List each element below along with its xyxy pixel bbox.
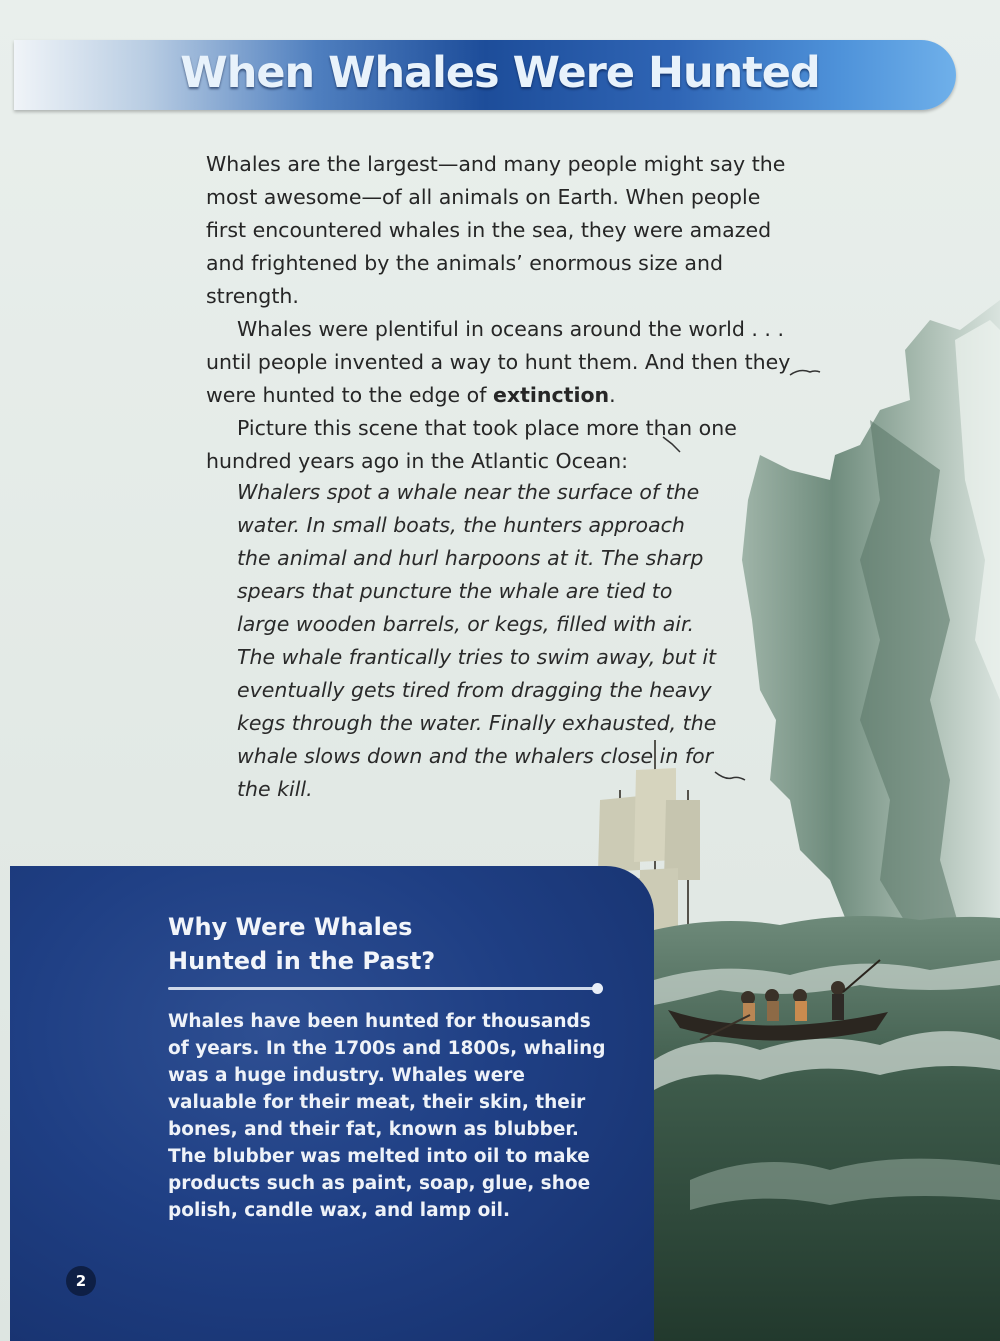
page-number: 2 <box>66 1266 96 1296</box>
paragraph-2-text: Whales were plentiful in oceans around the world . . . until people invented a way to hunt them. And then they were hunted to the edge of <box>206 317 791 407</box>
divider-dot <box>592 983 603 994</box>
sidebar-heading <box>168 910 588 978</box>
paragraph-1: Whales are the largest—and many people might say the most awesome—of all animals on Earth. When people first encountered whales in the sea, they were amazed and frightened by the animals’ enormous size and strength. <box>206 152 786 308</box>
paragraph-2 <box>206 313 806 412</box>
italic-passage: Whalers spot a whale near the surface of the water. In small boats, the hunters approach the animal and hurl harpoons at it. The sharp spears that puncture the whale are tied to large wooden barrels, or kegs, filled with air. The whale frantically tries to swim away, but it eventually gets tired from dragging the heavy kegs through the water. Finally exhausted, the whale slows down and the whalers close in for the kill. <box>237 480 717 801</box>
sidebar-heading-line-1: Why Were Whales <box>168 913 413 941</box>
sidebar-text: Whales have been hunted for thousands of years. In the 1700s and 1800s, whaling was a huge industry. Whales were valuable for their meat, their skin, their bones, and their fat, known as blubber. The blubber was melted into oil to make products such as paint, soap, glue, shoe polish, candle wax, and lamp oil. <box>168 1011 606 1221</box>
body-text <box>206 148 806 478</box>
paragraph-3: Picture this scene that took place more than one hundred years ago in the Atlantic Ocean: <box>206 416 737 473</box>
glossary-term: extinction <box>492 383 610 407</box>
sidebar-divider <box>168 987 596 990</box>
page-title: When Whales Were Hunted <box>180 48 820 98</box>
bird <box>715 772 745 780</box>
paragraph-2-end: . <box>609 383 616 407</box>
sidebar-heading-line-2: Hunted in the Past? <box>168 947 436 975</box>
